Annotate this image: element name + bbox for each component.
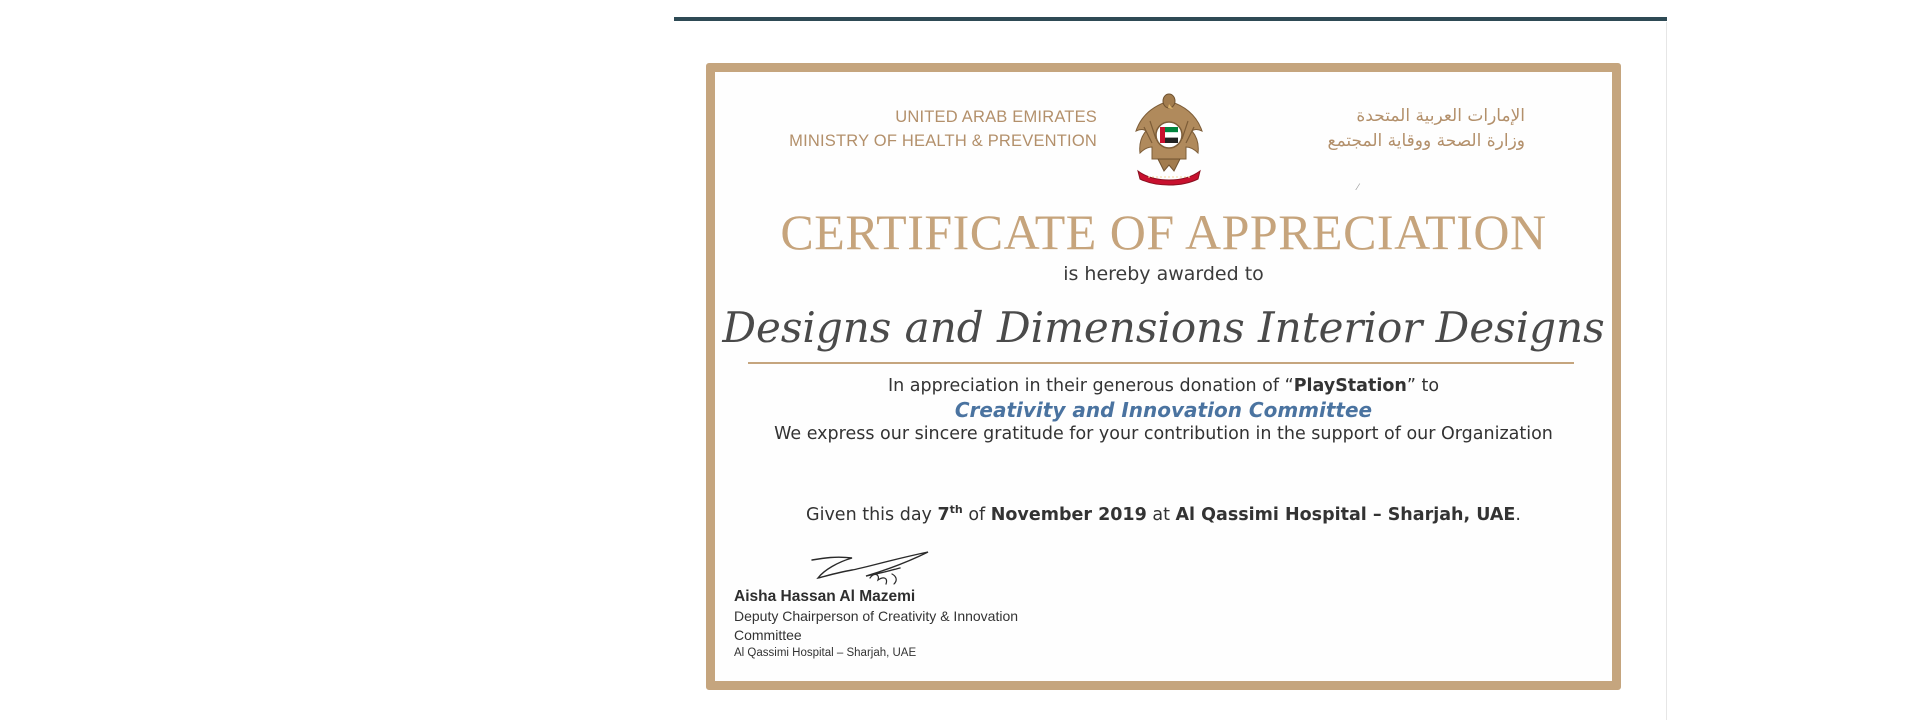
ministry-english-line-2: MINISTRY OF HEALTH & PREVENTION	[789, 132, 1097, 150]
given-at: at	[1146, 504, 1176, 525]
gratitude-line: We express our sincere gratitude for your contribution in the support of our Organization	[774, 424, 1553, 444]
scan-speck: ⁄	[1357, 183, 1359, 193]
donation-item: PlayStation	[1293, 376, 1407, 396]
ministry-english-line-1: UNITED ARAB EMIRATES	[895, 108, 1097, 126]
given-end: .	[1515, 504, 1521, 525]
given-date-line	[706, 503, 1621, 525]
donation-suffix: ” to	[1406, 376, 1440, 396]
scan-top-rule	[674, 17, 1667, 21]
ministry-arabic-line-1: الإمارات العربية المتحدة	[1356, 106, 1525, 126]
scan-page-edge	[1666, 22, 1667, 720]
recipient-underline	[748, 362, 1574, 364]
given-prefix: Given this day	[806, 504, 938, 525]
certificate-title: CERTIFICATE OF APPRECIATION	[780, 204, 1547, 260]
recipient-name: Designs and Dimensions Interior Designs	[722, 303, 1605, 352]
ministry-name-arabic	[1222, 104, 1525, 154]
committee-name: Creativity and Innovation Committee	[954, 398, 1373, 422]
ministry-name-english	[789, 105, 1097, 153]
uae-eagle-emblem-icon	[1130, 87, 1208, 186]
signatory-name: Aisha Hassan Al Mazemi	[734, 588, 916, 605]
given-place: Al Qassimi Hospital – Sharjah, UAE	[1175, 504, 1516, 525]
given-of: of	[962, 504, 991, 525]
signatory-role: Deputy Chairperson of Creativity & Innovation Committee	[734, 608, 1019, 643]
signatory-place: Al Qassimi Hospital – Sharjah, UAE	[734, 647, 917, 659]
given-month-year: November 2019	[990, 504, 1147, 525]
ministry-arabic-line-2: وزارة الصحة ووقاية المجتمع	[1327, 131, 1525, 151]
donation-prefix: In appreciation in their generous donation of “	[887, 376, 1294, 396]
donation-line	[706, 376, 1621, 396]
signatory-block	[734, 587, 1054, 662]
given-day: 7	[937, 504, 950, 525]
awarded-text: is hereby awarded to	[1063, 263, 1264, 285]
given-day-suffix: th	[949, 503, 963, 516]
